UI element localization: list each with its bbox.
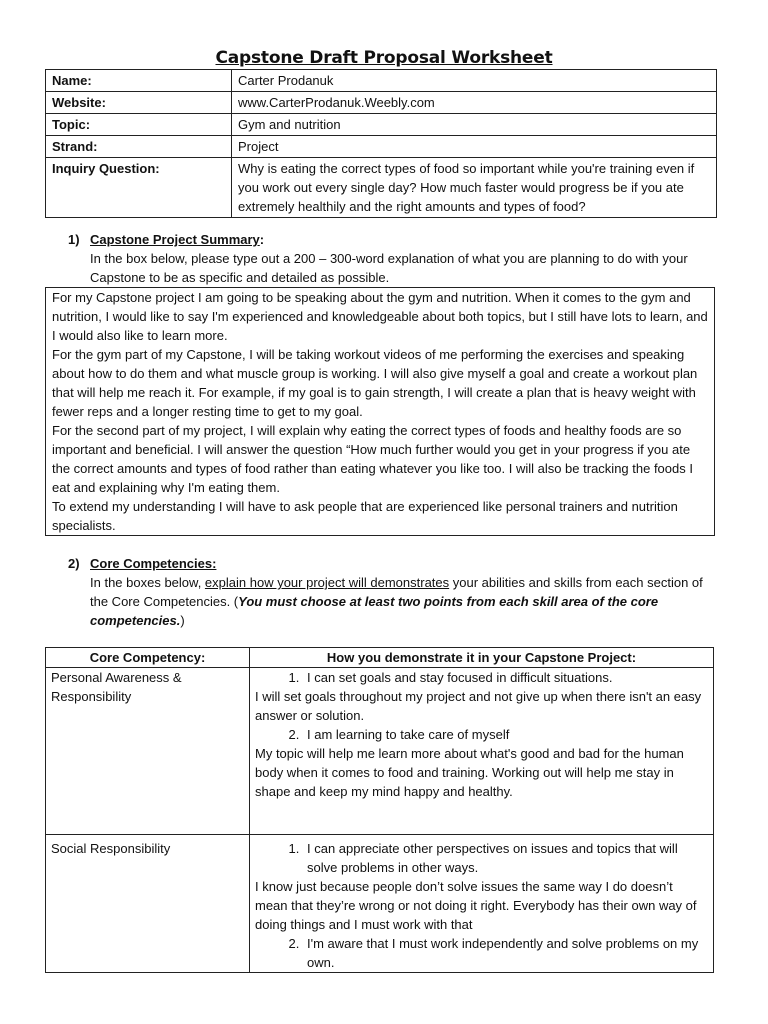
strand-label: Strand: [46,136,232,158]
competency-list [255,839,708,877]
table-row [46,114,717,136]
list-item: 2. I am learning to take care of myself [303,725,708,744]
competency-name: Social Responsibility [46,835,250,973]
competency-text: My topic will help me learn more about what's good and bad for the human body when it comes to food and training. Working out will help me stay in shape and keep my mind happy and healthy. [255,746,684,799]
instr-underlined: explain how your project will demonstrates [204,575,450,590]
student-info-table [45,69,717,218]
competency-list [255,668,708,687]
table-row [46,70,717,92]
summary-paragraph: For the second part of my project, I will explain why eating the correct types of foods and healthy foods are so important and beneficial. I will answer the question “How much further would you get in your progress if you ate the correct amounts and types of food rather than eating whatever you like too. I will also be tracking the foods I eat and explaining why I'm eating them. [52,423,693,495]
competency-list [255,725,708,744]
col-header-competency: Core Competency: [46,648,250,668]
list-item: 2. I'm aware that I must work independently and solve problems on my own. [303,934,708,972]
table-row [46,92,717,114]
competencies-table [45,647,714,973]
name-label: Name: [46,70,232,92]
section-heading: Core Competencies: [90,556,217,571]
summary-box [45,287,715,536]
website-label: Website: [46,92,232,114]
topic-value: Gym and nutrition [232,114,717,136]
topic-label: Topic: [46,114,232,136]
summary-paragraph: For my Capstone project I am going to be speaking about the gym and nutrition. When it comes to the gym and nutrition, I would like to say I'm experienced and knowledgeable about both topics, but I still have lots to learn, and I would also like to learn more. [52,290,708,343]
summary-paragraph: To extend my understanding I will have to ask people that are experienced like personal trainers and nutrition specialists. [52,499,678,533]
table-header-row [46,648,714,668]
table-row [46,668,714,835]
website-value: www.CarterProdanuk.Weebly.com [232,92,717,114]
instr-text: ) [180,613,185,628]
instr-text: your abilities and skills from each section of the Core Competencies. ( [90,575,703,609]
competency-text: I know just because people don’t solve issues the same way I do doesn’t mean that they’re wrong or not doing it right. Everybody has their own way of doing things and I must work with that [255,879,697,932]
table-row [46,835,714,973]
strand-value: Project [232,136,717,158]
competency-list [255,934,708,972]
section-instructions: In the box below, please type out a 200 – 300-word explanation of what you are planning to do with your Capstone to be as specific and detailed as possible. [90,251,688,285]
section-instructions [90,573,710,630]
inquiry-question-label: Inquiry Question: [46,158,232,218]
section-number: 2) [68,556,80,571]
col-header-demonstration: How you demonstrate it in your Capstone Project: [250,648,714,668]
name-value: Carter Prodanuk [232,70,717,92]
page-title: Capstone Draft Proposal Worksheet [215,48,553,68]
competency-detail [250,668,714,835]
table-row [46,158,717,218]
list-item: 1. I can set goals and stay focused in difficult situations. [303,668,708,687]
table-row [46,136,717,158]
section-heading-colon: : [259,232,265,247]
instr-emphasis: You must choose at least two points from each skill area of the core competencies. [90,594,659,628]
section-heading-text: Capstone Project Summary [90,232,260,247]
summary-paragraph: For the gym part of my Capstone, I will be taking workout videos of me performing the exercises and speaking about how to do them and what muscle group is working. I will also give myself a goal and create a workout plan that will help me reach it. For example, if my goal is to gain strength, I will create a plan that is heavy weight with fewer reps and a longer resting time to get to my goal. [52,347,698,419]
competency-name: Personal Awareness & Responsibility [46,668,250,835]
competency-detail [250,835,714,973]
instr-text: In the boxes below, [90,575,205,590]
inquiry-question-value: Why is eating the correct types of food so important while you're training even if you work out every single day? How much faster would progress be if you ate extremely healthily and the right amounts and types of food? [232,158,717,218]
list-item: 1. I can appreciate other perspectives on issues and topics that will solve problems in other ways. [303,839,708,877]
section-heading [90,230,264,249]
competency-text: I will set goals throughout my project and not give up when there isn't an easy answer or solution. [255,689,702,723]
section-number: 1) [68,232,80,247]
